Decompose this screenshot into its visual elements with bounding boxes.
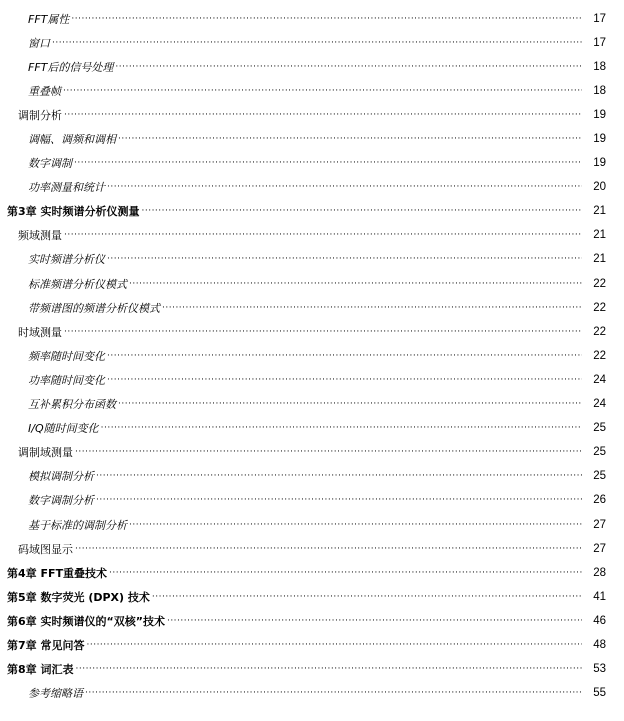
dot-leader bbox=[107, 374, 582, 387]
toc-entry[interactable] bbox=[0, 393, 624, 417]
toc-entry-page: 24 bbox=[582, 398, 606, 411]
toc-entry-page: 17 bbox=[582, 13, 606, 26]
toc-chapter-title: 第5章 数字荧光 (DPX) 技术 bbox=[7, 590, 150, 604]
toc-chapter[interactable] bbox=[0, 561, 624, 585]
dot-leader bbox=[86, 639, 582, 652]
toc-entry-page: 18 bbox=[582, 85, 606, 98]
toc-entry-page: 21 bbox=[582, 205, 606, 218]
toc-entry-page: 25 bbox=[582, 422, 606, 435]
toc-chapter[interactable] bbox=[0, 200, 624, 224]
toc-entry-title: 调制分析 bbox=[18, 108, 62, 122]
toc-entry-page: 28 bbox=[582, 567, 606, 580]
toc-entry-page: 27 bbox=[582, 543, 606, 556]
toc-entry-page: 22 bbox=[582, 278, 606, 291]
toc-entry-page: 18 bbox=[582, 61, 606, 74]
toc-entry[interactable] bbox=[0, 344, 624, 368]
toc-entry-page: 46 bbox=[582, 615, 606, 628]
toc-entry-title: 数字调制 bbox=[28, 157, 72, 171]
toc-entry-page: 48 bbox=[582, 639, 606, 652]
dot-leader bbox=[129, 278, 582, 291]
toc-entry-title: 码域图显示 bbox=[18, 542, 73, 556]
toc-entry[interactable] bbox=[0, 7, 624, 31]
dot-leader bbox=[64, 229, 582, 242]
dot-leader bbox=[71, 13, 582, 26]
toc-entry[interactable] bbox=[0, 537, 624, 561]
toc-entry-title: 模拟调制分析 bbox=[28, 470, 94, 484]
toc-chapter[interactable] bbox=[0, 609, 624, 633]
toc-entry-page: 41 bbox=[582, 591, 606, 604]
toc-chapter[interactable] bbox=[0, 585, 624, 609]
dot-leader bbox=[129, 519, 582, 532]
toc-entry[interactable] bbox=[0, 176, 624, 200]
toc-entry-title: FFT后的信号处理 bbox=[28, 60, 114, 74]
toc-entry-page: 19 bbox=[582, 109, 606, 122]
toc-entry-page: 19 bbox=[582, 157, 606, 170]
toc-entry-page: 22 bbox=[582, 350, 606, 363]
toc-entry-title: 重叠帧 bbox=[28, 84, 61, 98]
toc-entry-title: FFT属性 bbox=[28, 12, 70, 26]
toc-entry-title: 窗口 bbox=[28, 36, 50, 50]
toc-entry[interactable] bbox=[0, 368, 624, 392]
toc-entry[interactable] bbox=[0, 31, 624, 55]
toc-entry-title: 数字调制分析 bbox=[28, 494, 94, 508]
toc-chapter-title: 第6章 实时频谱仪的“双核”技术 bbox=[7, 614, 165, 628]
toc-entry[interactable] bbox=[0, 103, 624, 127]
toc-entry-page: 21 bbox=[582, 229, 606, 242]
toc-entry[interactable] bbox=[0, 272, 624, 296]
dot-leader bbox=[96, 494, 582, 507]
toc-entry-page: 26 bbox=[582, 494, 606, 507]
toc-entry-page: 53 bbox=[582, 663, 606, 676]
dot-leader bbox=[141, 205, 582, 218]
toc-entry-page: 25 bbox=[582, 470, 606, 483]
toc-entry[interactable] bbox=[0, 224, 624, 248]
toc-entry-title: 基于标准的调制分析 bbox=[28, 518, 127, 532]
toc-entry-page: 27 bbox=[582, 519, 606, 532]
dot-leader bbox=[107, 253, 582, 266]
toc-entry-title: 时域测量 bbox=[18, 325, 62, 339]
toc-entry-title: 调幅、调频和调相 bbox=[28, 133, 116, 147]
toc-entry-title: 互补累积分布函数 bbox=[28, 398, 116, 412]
dot-leader bbox=[75, 446, 582, 459]
toc-chapter-title: 第7章 常见问答 bbox=[7, 638, 85, 652]
dot-leader bbox=[63, 85, 582, 98]
dot-leader bbox=[101, 422, 582, 435]
dot-leader bbox=[118, 133, 582, 146]
toc-entry-title: 实时频谱分析仪 bbox=[28, 253, 105, 267]
dot-leader bbox=[162, 302, 582, 315]
toc-entry[interactable] bbox=[0, 296, 624, 320]
toc-entry[interactable] bbox=[0, 489, 624, 513]
toc-entry-page: 19 bbox=[582, 133, 606, 146]
toc-entry[interactable] bbox=[0, 127, 624, 151]
dot-leader bbox=[52, 37, 582, 50]
toc-entry[interactable] bbox=[0, 55, 624, 79]
toc-entry-title: 频域测量 bbox=[18, 229, 62, 243]
dot-leader bbox=[107, 350, 582, 363]
toc-chapter-title: 第8章 词汇表 bbox=[7, 663, 74, 677]
toc-entry-title: 带频谱图的频谱分析仪模式 bbox=[28, 301, 160, 315]
dot-leader bbox=[75, 663, 582, 676]
toc-entry[interactable] bbox=[0, 79, 624, 103]
toc-chapter[interactable] bbox=[0, 658, 624, 682]
toc-entry-page: 25 bbox=[582, 446, 606, 459]
toc-entry-title: I/Q随时间变化 bbox=[28, 422, 99, 436]
dot-leader bbox=[115, 61, 582, 74]
toc-entry-page: 22 bbox=[582, 302, 606, 315]
dot-leader bbox=[64, 109, 582, 122]
dot-leader bbox=[118, 398, 582, 411]
toc-entry-page: 22 bbox=[582, 326, 606, 339]
toc-entry-page: 24 bbox=[582, 374, 606, 387]
dot-leader bbox=[107, 181, 582, 194]
dot-leader bbox=[75, 543, 582, 556]
dot-leader bbox=[109, 567, 582, 580]
toc-entry-title: 频率随时间变化 bbox=[28, 349, 105, 363]
toc-entry-page: 55 bbox=[582, 687, 606, 700]
toc-entry-page: 21 bbox=[582, 253, 606, 266]
toc-entry-title: 功率测量和统计 bbox=[28, 181, 105, 195]
toc-entry-title: 参考缩略语 bbox=[28, 687, 83, 701]
dot-leader bbox=[152, 591, 582, 604]
toc-entry[interactable] bbox=[0, 465, 624, 489]
toc-entry[interactable] bbox=[0, 682, 624, 706]
dot-leader bbox=[167, 615, 582, 628]
toc-entry[interactable] bbox=[0, 513, 624, 537]
toc-chapter-title: 第4章 FFT重叠技术 bbox=[7, 566, 108, 580]
table-of-contents bbox=[0, 7, 624, 706]
toc-entry-title: 标准频谱分析仪模式 bbox=[28, 277, 127, 291]
toc-entry[interactable] bbox=[0, 441, 624, 465]
toc-entry-title: 功率随时间变化 bbox=[28, 373, 105, 387]
dot-leader bbox=[64, 326, 582, 339]
dot-leader bbox=[96, 470, 582, 483]
toc-entry[interactable] bbox=[0, 417, 624, 441]
toc-chapter[interactable] bbox=[0, 633, 624, 657]
toc-entry-title: 调制域测量 bbox=[18, 446, 73, 460]
toc-entry-page: 17 bbox=[582, 37, 606, 50]
toc-entry[interactable] bbox=[0, 152, 624, 176]
dot-leader bbox=[74, 157, 582, 170]
dot-leader bbox=[85, 687, 582, 700]
toc-entry-page: 20 bbox=[582, 181, 606, 194]
toc-entry[interactable] bbox=[0, 320, 624, 344]
toc-chapter-title: 第3章 实时频谱分析仪测量 bbox=[7, 205, 140, 219]
toc-entry[interactable] bbox=[0, 248, 624, 272]
